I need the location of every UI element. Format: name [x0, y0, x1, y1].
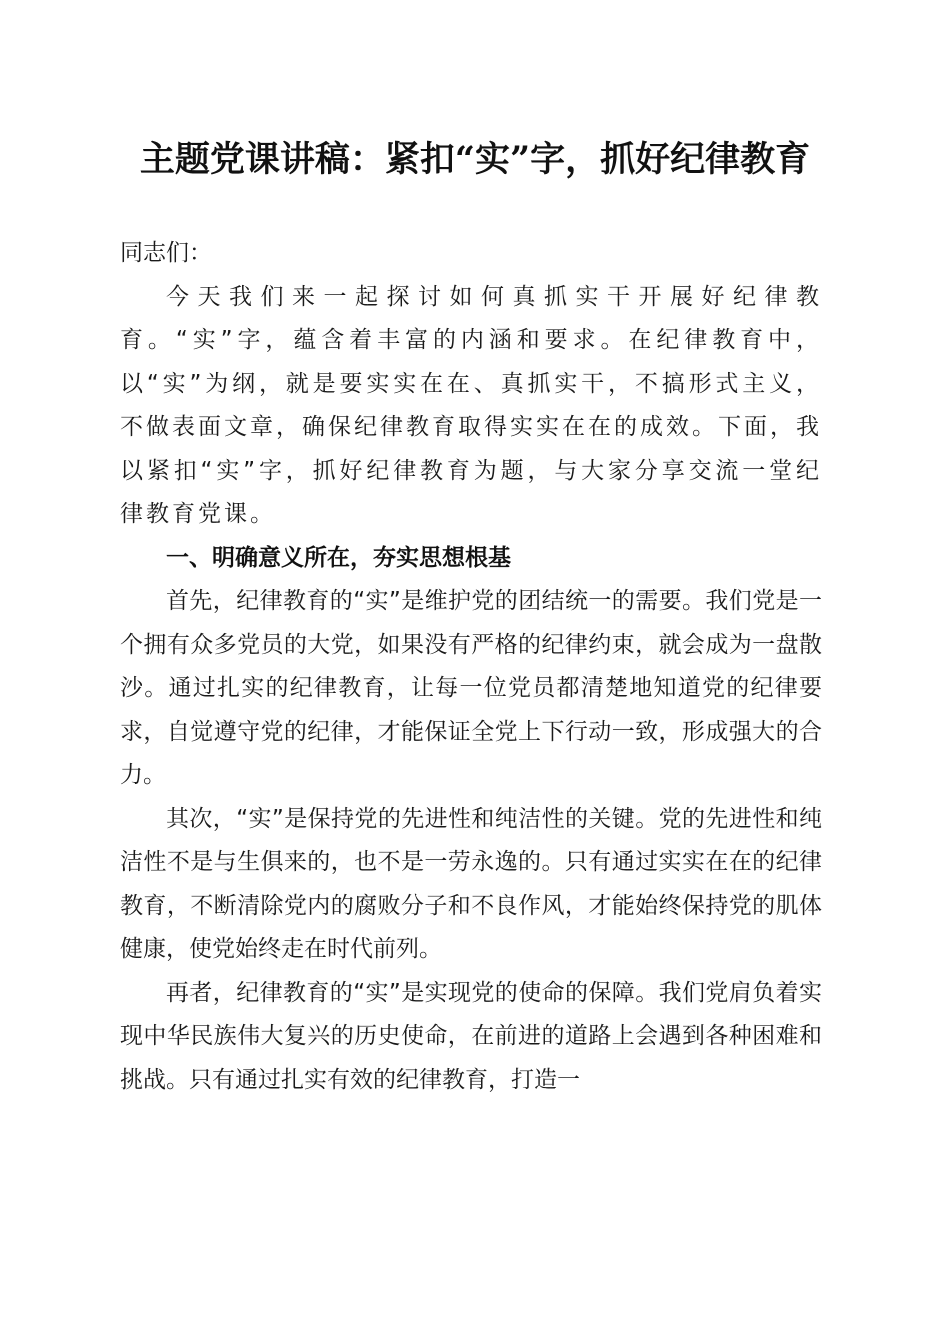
- body-paragraph: 首先，纪律教育的“实”是维护党的团结统一的需要。我们党是一个拥有众多党员的大党，如果没有严格的纪律约束，就会成为一盘散沙。通过扎实的纪律教育，让每一位党员都清楚地知道党的纪律要求，自觉遵守党的纪律，才能保证全党上下行动一致，形成强大的合力。: [120, 588, 822, 788]
- salutation: 同志们：: [120, 240, 212, 266]
- body-paragraph: 再者，纪律教育的“实”是实现党的使命的保障。我们党肩负着实现中华民族伟大复兴的历史使命，在前进的道路上会遇到各种困难和挑战。只有通过扎实有效的纪律教育，打造一: [120, 979, 822, 1093]
- body-paragraph: 其次，“实”是保持党的先进性和纯洁性的关键。党的先进性和纯洁性不是与生俱来的，也不是一劳永逸的。只有通过实实在在的纪律教育，不断清除党内的腐败分子和不良作风，才能始终保持党的肌体健康，使党始终走在时代前列。: [120, 805, 822, 962]
- section-heading: 一、明确意义所在，夯实思想根基: [166, 544, 511, 571]
- document-title: 主题党课讲稿：紧扣“实”字，抓好纪律教育: [139, 139, 811, 180]
- intro-paragraph: 今天我们来一起探讨如何真抓实干开展好纪律教育。“实”字，蕴含着丰富的内涵和要求。在纪律教育中，以“实”为纲，就是要实实在在、真抓实干，不搞形式主义，不做表面文章，确保纪律教育取得实实在在的成效。下面，我以紧扣“实”字，抓好纪律教育为题，与大家分享交流一堂纪律教育党课。: [120, 283, 822, 527]
- document-body: [120, 232, 822, 1102]
